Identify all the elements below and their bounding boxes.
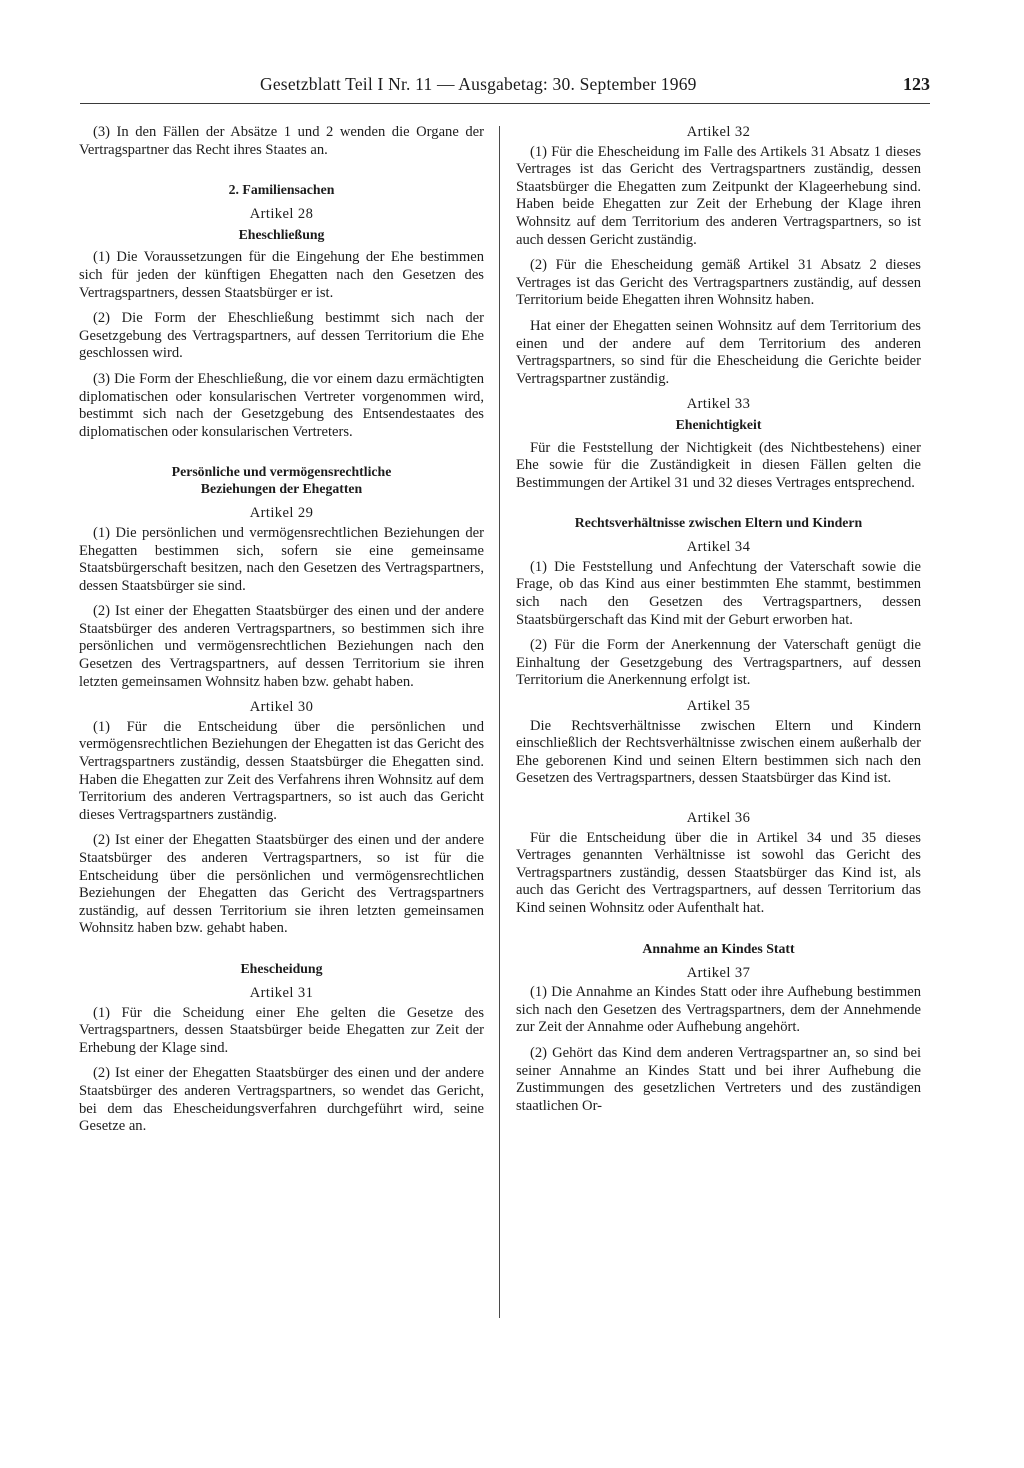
paragraph: (2) Ist einer der Ehegatten Staatsbürger des einen und der andere Staatsbürger des anderen Vertragspartners, so bestimmen sich ihre persönlichen und vermögensrechtlichen Beziehungen nach den Gesetzen des Vertragspartners, auf dessen Territorium sie ihren letzten gemeinsamen Wohnsitz haben bzw. gehabt haben. xyxy=(79,603,484,690)
article-heading: Eheschließung xyxy=(238,226,325,242)
paragraph: (3) Die Form der Eheschließung, die vor einem dazu ermächtigten diplomatischen oder konsularischen Vertreter vorgenommen wird, bestimmt sich nach der Gesetzgebung des Entsendestaates des diplomatischen oder konsularischen Vertreters. xyxy=(79,370,484,440)
article-heading: Ehenichtigkeit xyxy=(675,416,762,432)
section-heading-eltern-kinder: Rechtsverhältnisse zwischen Eltern und Kindern xyxy=(574,515,863,531)
article-title: Artikel 30 xyxy=(249,699,314,716)
paragraph: (1) Für die Ehescheidung im Falle des Artikels 31 Absatz 1 dieses Vertrages ist das Gericht des Vertragspartners zuständig, dessen Staatsbürger die Ehegatten zum Zeitpunkt der Klageerhebung sind. Haben beide Ehegatten zur Zeit der Erhebung der Klage ihren Wohnsitz auf dem Territorium des anderen Vertragspartners, so ist auch dessen Gericht zuständig. xyxy=(516,143,921,248)
header-rule xyxy=(80,103,930,104)
article-title: Artikel 35 xyxy=(686,698,751,715)
section-heading-familiensachen: 2. Familiensachen xyxy=(228,182,335,198)
article-title: Artikel 31 xyxy=(249,984,314,1001)
paragraph: (1) Die Voraussetzungen für die Eingehung der Ehe bestimmen sich für jeden der künftigen Ehegatten nach den Gesetzen des Vertragspartners, dessen Staatsbürger er ist. xyxy=(79,249,484,301)
section-heading-ehescheidung: Ehescheidung xyxy=(240,960,323,976)
article-title: Artikel 33 xyxy=(686,396,751,413)
paragraph: (2) Ist einer der Ehegatten Staatsbürger des einen und der andere Staatsbürger des anderen Vertragspartners, so wendet das Gericht, bei dem das Ehescheidungsverfahren durchgeführt wird, seine Gesetze an. xyxy=(79,1065,484,1135)
left-column xyxy=(79,124,484,1144)
paragraph: Für die Feststellung der Nichtigkeit (des Nichtbestehens) einer Ehe sowie für die Zuständigkeit in diesen Fällen gelten die Bestimmungen der Artikel 31 und 32 dieses Vertrages entsprechend. xyxy=(516,439,921,491)
section-heading-line: Persönliche und vermögensrechtliche xyxy=(171,464,392,480)
paragraph: (3) In den Fällen der Absätze 1 und 2 wenden die Organe der Vertragspartner das Recht ihres Staates an. xyxy=(79,124,484,158)
section-heading-annahme: Annahme an Kindes Statt xyxy=(642,940,795,956)
paragraph: (1) Die persönlichen und vermögensrechtlichen Beziehungen der Ehegatten bestimmen sich, sofern sie eine gemeinsame Staatsbürgerschaft besitzen, nach den Gesetzen des Vertragspartners, dessen Staatsbürger sie sind. xyxy=(79,524,484,594)
article-title: Artikel 37 xyxy=(686,964,751,981)
article-title: Artikel 29 xyxy=(249,505,314,522)
article-title: Artikel 36 xyxy=(686,810,751,826)
article-title: Artikel 34 xyxy=(686,539,751,556)
paragraph: Für die Entscheidung über die in Artikel 34 und 35 dieses Vertrages genannten Verhältnisse ist sowohl das Gericht des Vertragspartners zuständig, dessen Staatsbürger das Kind ist, als auch das Gericht des Vertragspartners, auf dessen Territorium das Kind seinen Wohnsitz oder Aufenthalt hat. xyxy=(516,829,921,916)
article-title: Artikel 28 xyxy=(249,206,314,223)
paragraph: (1) Für die Entscheidung über die persönlichen und vermögensrechtlichen Beziehungen der Ehegatten ist das Gericht des Vertragspartners zuständig, dessen Staatsbürger die Ehegatten sind. Haben die Ehegatten zur Zeit des Verfahrens ihren Wohnsitz auf dem Territorium des anderen Vertragspartners, so ist auch das Gericht dieses Vertragspartners zuständig. xyxy=(79,718,484,823)
paragraph: (1) Die Annahme an Kindes Statt oder ihre Aufhebung bestimmen sich nach den Gesetzen des Vertragspartners, dem der Annehmende zur Zeit der Annahme oder Aufhebung angehört. xyxy=(516,984,921,1036)
paragraph: (2) Gehört das Kind dem anderen Vertragspartner an, so sind bei seiner Annahme an Kindes Statt und bei ihrer Aufhebung die Zustimmungen des gesetzlichen Vertreters und des zuständigen staatlichen Or- xyxy=(516,1044,921,1114)
paragraph: (2) Für die Ehescheidung gemäß Artikel 31 Absatz 2 dieses Vertrages ist das Gericht des Vertragspartners zuständig, auf dessen Territorium beide Ehegatten ihren Wohnsitz haben. xyxy=(516,257,921,309)
article-title: Artikel 32 xyxy=(686,124,751,140)
page-header xyxy=(80,72,930,100)
paragraph: Die Rechtsverhältnisse zwischen Eltern und Kindern einschließlich der Rechtsverhältnisse zwischen einem außerhalb der Ehe geborenen Kind und seinen Eltern bestimmen sich nach den Gesetzen des Vertragspartners, dessen Staatsbürger das Kind ist. xyxy=(516,717,921,787)
right-column xyxy=(516,124,921,1123)
paragraph: (2) Die Form der Eheschließung bestimmt sich nach der Gesetzgebung des Vertragspartners, auf dessen Territorium die Ehe geschlossen wird. xyxy=(79,310,484,362)
paragraph: (1) Für die Scheidung einer Ehe gelten die Gesetze des Vertragspartners, dessen Staatsbürger beide Ehegatten zur Zeit der Erhebung der Klage sind. xyxy=(79,1004,484,1056)
section-heading-beziehungen xyxy=(79,463,484,497)
header-title: Gesetzblatt Teil I Nr. 11 — Ausgabetag: 30. September 1969 xyxy=(260,74,697,94)
column-divider xyxy=(499,126,500,1318)
paragraph: (1) Die Feststellung und Anfechtung der Vaterschaft sowie die Frage, ob das Kind aus einer bestimmten Ehe stammt, bestimmen sich nach den Gesetzen des Vertragspartners, dessen Staatsbürgerschaft das Kind mit der Geburt erworben hat. xyxy=(516,558,921,628)
page-number: 123 xyxy=(903,74,930,94)
paragraph: Hat einer der Ehegatten seinen Wohnsitz auf dem Territorium des einen und der andere auf dem Territorium des anderen Vertragspartners, so sind für die Ehescheidung die Gerichte beider Vertragspartner zuständig. xyxy=(516,317,921,387)
paragraph: (2) Für die Form der Anerkennung der Vaterschaft genügt die Einhaltung der Gesetzgebung des Vertragspartners, auf dessen Territorium die Anerkennung erfolgt ist. xyxy=(516,637,921,689)
section-heading-line: Beziehungen der Ehegatten xyxy=(200,481,363,497)
paragraph: (2) Ist einer der Ehegatten Staatsbürger des einen und der andere Staatsbürger des anderen Vertragspartners, so ist für die Entscheidung über die persönlichen und vermögensrechtlichen Beziehungen der Ehegatten das Gericht des Vertragspartners zuständig, auf dessen Territorium sie ihren letzten gemeinsamen Wohnsitz haben bzw. gehabt haben. xyxy=(79,832,484,937)
